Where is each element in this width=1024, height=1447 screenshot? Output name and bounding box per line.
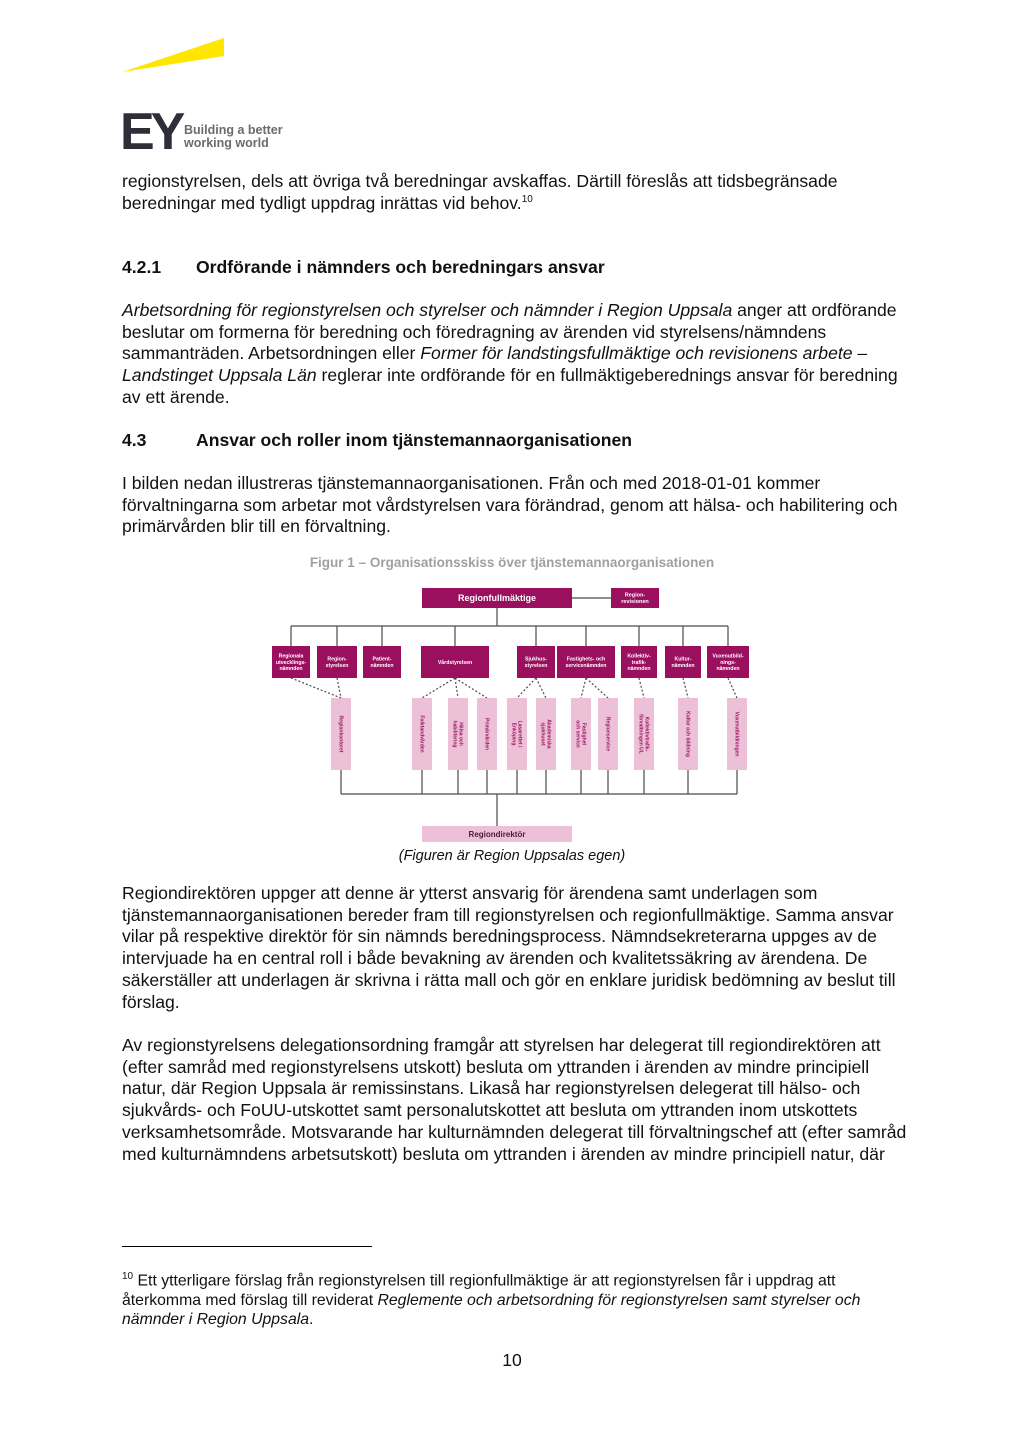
- text-run: Ett ytterligare förslag från regionstyrelsen till regionfullmäktige är att regionstyrelsen får i uppdrag att återkomma med förslag till reviderat: [122, 1272, 836, 1309]
- heading-title: Ordförande i nämnders och beredningars ansvar: [196, 257, 605, 277]
- paragraph-director: [122, 883, 912, 1013]
- label-department: Folktandvården: [418, 715, 425, 753]
- connector-department: [455, 678, 458, 698]
- connector-department: [586, 678, 608, 698]
- figure-caption: (Figuren är Region Uppsalas egen): [398, 848, 626, 864]
- paragraph-text: I bilden nedan illustreras tjänstemannaorganisationen. Från och med 2018-01-01 kommer förvaltningarna som arbetar mot vårdstyrelsen vara förändrad, genom att hälsa- och habilitering och primärvården blir till en förvaltning.: [122, 473, 898, 537]
- label-committee: Sjukhus-styrelsen: [524, 656, 548, 669]
- connector-department: [639, 678, 644, 698]
- tagline-line-2: working world: [184, 136, 269, 150]
- label-committee: Kollektiv-trafik-nämnden: [627, 653, 651, 673]
- label-committee: Region-styrelsen: [325, 656, 349, 669]
- heading-number: 4.2.1: [122, 257, 162, 277]
- paragraph-text: Av regionstyrelsens delegationsordning framgår att styrelsen har delegerat till regiondirektören att (efter samråd med regionstyrelsens utskott) besluta om yttranden i ärenden av mindre principiell natur, där Region Uppsala är remissinstans. Likaså har regionstyrelsen delegerat till hälso- och sjukvårds- och FoUU-utskottet samt personalutskottet att besluta om yttranden inom utskottets verksamhetsområde. Motsvarande har kulturnämnden delegerat till förvaltningschef att (efter samråd med kulturnämndens arbetsutskott) besluta om yttranden i ärenden av mindre principiell natur, där: [122, 1035, 907, 1164]
- label-department: Primärvården: [483, 717, 490, 751]
- org-chart: [260, 578, 780, 850]
- paragraph-delegation: [122, 1035, 912, 1165]
- section-heading-4-2-1: [122, 257, 605, 278]
- italic-doc-title: Arbetsordning för regionstyrelsen och styrelser och nämnder i Region Uppsala: [122, 300, 733, 320]
- connector-department: [422, 678, 455, 698]
- paragraph-text: Regiondirektören uppger att denne är ytterst ansvarig för ärendena samt underlagen som tjänstemannaorganisationen bereder fram till regionstyrelsen och regionfullmäktige. Samma ansvar vilar på respektive direktör för sin nämnds beredningsprocess. Nämndsekreterarna uppges av de intervjuade ha en central roll i både bevakning av ärenden och kvalitetssäkring av ärendena. De säkerställer att underlagen är skrivna i rätta mall och gör en enklare juridisk bedömning av beslut till förslag.: [122, 883, 896, 1012]
- connector-department: [536, 678, 546, 698]
- ey-beam-icon: [120, 30, 230, 80]
- italic-doc-title: Former för landstingsfullmäktige och revisionens arbete – Landstinget Uppsala Län: [122, 343, 868, 386]
- label-regionrevisionen: Region-revisionen: [621, 592, 649, 606]
- footnote-divider: [122, 1246, 372, 1247]
- section-heading-4-3: [122, 430, 632, 451]
- connector-department: [337, 678, 341, 698]
- label-department: Regionservice: [604, 716, 611, 752]
- footnote-number: 10: [122, 1271, 134, 1282]
- label-department: Lasarettet iEnköping: [510, 720, 523, 748]
- label-committee: Kultur-nämnden: [671, 656, 695, 669]
- label-regiondirektor: Regiondirektör: [468, 829, 526, 839]
- label-committee: Vuxenutbild-nings-nämnden: [712, 653, 744, 673]
- connector-department: [291, 678, 341, 698]
- label-department: Akademiskasjukhuset: [539, 719, 552, 749]
- heading-number: 4.3: [122, 430, 147, 450]
- italic-doc-title: Reglemente och arbetsordning för regionstyrelsen samt styrelser och nämnder i Region Uppsala: [122, 1291, 861, 1329]
- logo-mark: EY: [120, 103, 182, 161]
- tagline-line-1: Building a better: [184, 123, 283, 137]
- logo-tagline: [184, 124, 283, 150]
- footnote: [122, 1267, 912, 1330]
- paragraph-intro: [122, 171, 912, 214]
- connector-department: [728, 678, 737, 698]
- page-number: 10: [502, 1350, 522, 1370]
- label-committee: Regionala utvecklings-nämnden: [275, 653, 307, 673]
- label-committee: Fastighets- och servicenämnden: [565, 656, 607, 669]
- connector-department: [683, 678, 688, 698]
- figure-title: Figur 1 – Organisationsskiss över tjänstemannaorganisationen: [309, 555, 715, 570]
- ey-logo: [120, 30, 300, 161]
- label-department: Kultur och bildning: [684, 711, 691, 757]
- text-run: anger att ordförande beslutar om formerna för beredning och föredragning av ärenden vid styrelsens/nämndens sammanträden. Arbetsordningen eller: [122, 300, 897, 364]
- footnote-ref: 10: [521, 193, 533, 205]
- connector-department: [517, 678, 536, 698]
- label-regionfullmaktige: Regionfullmäktige: [457, 593, 537, 604]
- text-run: .: [309, 1311, 314, 1329]
- label-department: Hälsa ochhabilitering: [451, 720, 464, 748]
- label-department: Fastighetoch service: [574, 720, 587, 748]
- connector-department: [581, 678, 586, 698]
- intro-text: regionstyrelsen, dels att övriga två beredningar avskaffas. Därtill föreslås att tidsbegränsade beredningar med tydligt uppdrag inrättas vid behov.: [122, 171, 838, 213]
- text-run: reglerar inte ordförande för en fullmäktigeberednings ansvar för beredning av ett ärende.: [122, 365, 898, 407]
- heading-title: Ansvar och roller inom tjänstemannaorganisationen: [196, 430, 633, 450]
- paragraph-chair: [122, 300, 912, 409]
- label-department: Kollektivtrafik-förvaltningen UL: [637, 714, 650, 754]
- label-department: Regionkontoret: [337, 715, 344, 753]
- paragraph-illustration: [122, 473, 912, 538]
- label-department: Vuxenutbildningen: [733, 711, 740, 757]
- label-committee: Vårdstyrelsen: [437, 659, 473, 666]
- connector-department: [455, 678, 487, 698]
- label-committee: Patient-nämnden: [370, 656, 394, 669]
